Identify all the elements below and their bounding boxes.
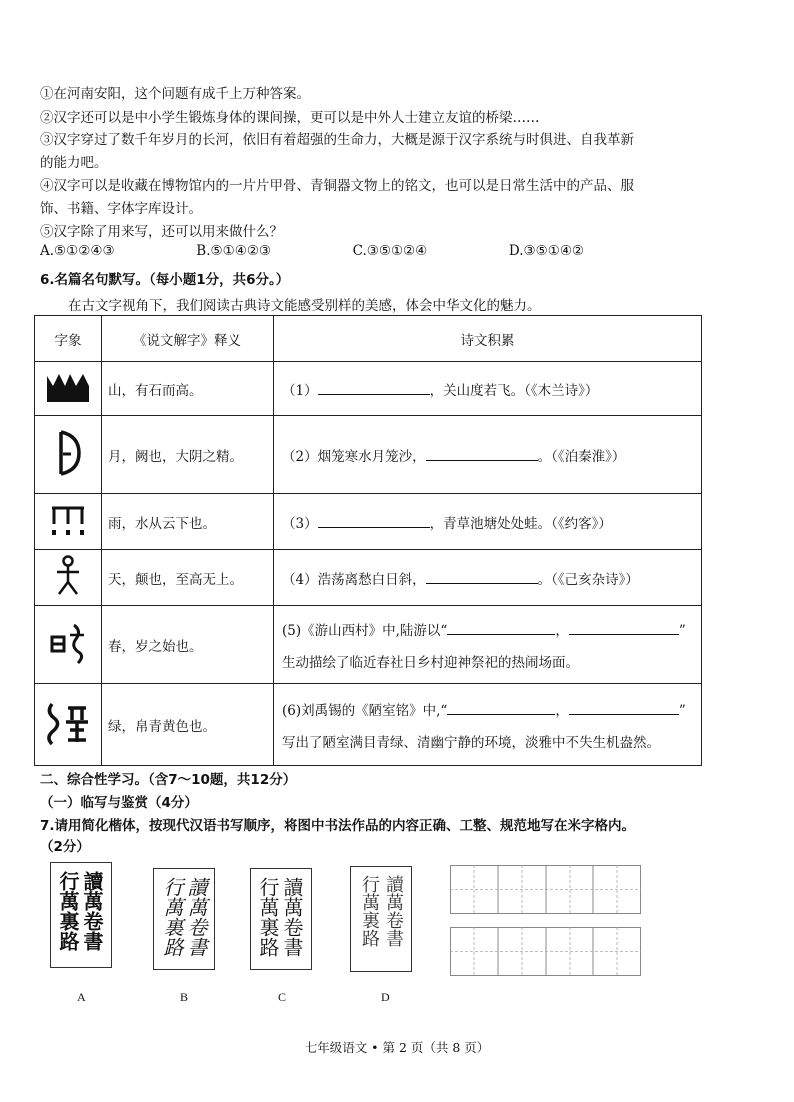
answer-blank-2[interactable] <box>426 447 538 461</box>
poem-5: (5)《游山西村》中,陆游以“ ， ” 生动描绘了临近春社日乡村迎神祭祀的热闹场面。 <box>274 606 702 684</box>
table-row <box>35 606 702 684</box>
section-2-title: 二、综合性学习。（含7～10题，共12分） <box>40 772 297 788</box>
option-a[interactable]: A.⑤①②④③ <box>40 243 115 259</box>
poem-1: （1） ，关山度若飞。（《木兰诗》） <box>274 362 702 416</box>
calligraphy-card-c: 讀萬卷書 行萬裏路 <box>250 868 312 970</box>
writing-grid[interactable] <box>450 865 642 977</box>
q7-prompt: 7.请用简化楷体，按现代汉语书写顺序，将图中书法作品的内容正确、工整、规范地写在米字格内。 <box>40 818 636 834</box>
answer-blank-5b[interactable] <box>569 621 679 635</box>
option-c[interactable]: C.③⑤①②④ <box>352 243 428 259</box>
option-b[interactable]: B.⑤①④②③ <box>196 243 272 259</box>
table-row <box>35 684 702 766</box>
poem-6: (6)刘禹锡的《陋室铭》中,“ ， ” 写出了陋室满目青绿、清幽宁静的环境，淡雅中不失生机盎然。 <box>274 684 702 766</box>
answer-blank-3[interactable] <box>318 514 430 528</box>
label-b: B <box>180 990 189 1004</box>
sentence-1: ①在河南安阳，这个问题有成千上万种答案。 <box>40 86 310 102</box>
definition-3: 雨，水从云下也。 <box>102 494 274 550</box>
header-glyph: 字象 <box>35 316 102 362</box>
calligraphy-card-d: 讀萬卷書 行萬裏路 <box>350 866 412 972</box>
table-row <box>35 416 702 494</box>
header-poem: 诗文积累 <box>274 316 702 362</box>
q6-title: 6.名篇名句默写。（每小题1分，共6分。） <box>40 272 290 288</box>
ancient-glyph-moon <box>35 416 102 494</box>
header-definition: 《说文解字》释义 <box>102 316 274 362</box>
answer-blank-4[interactable] <box>426 570 538 584</box>
definition-5: 春，岁之始也。 <box>102 606 274 684</box>
label-d: D <box>381 990 390 1004</box>
definition-2: 月，阙也，大阴之精。 <box>102 416 274 494</box>
calligraphy-card-b: 讀萬卷書 行萬裏路 <box>153 868 215 970</box>
sentence-2: ②汉字还可以是中小学生锻炼身体的课间操，更可以是中外人士建立友谊的桥梁…… <box>40 110 540 126</box>
sentence-4-cont: 饰、书籍、字体字库设计。 <box>40 201 202 217</box>
definition-1: 山，有石而高。 <box>102 362 274 416</box>
sentence-3: ③汉字穿过了数千年岁月的长河，依旧有着超强的生命力，大概是源于汉字系统与时俱进、自我革新 <box>40 132 634 148</box>
definition-4: 天，颠也，至高无上。 <box>102 550 274 606</box>
answer-blank-5a[interactable] <box>447 621 555 635</box>
character-table <box>34 315 702 766</box>
table-row <box>35 362 702 416</box>
poem-3: （3） ，青草池塘处处蛙。（《约客》） <box>274 494 702 550</box>
label-c: C <box>278 990 287 1004</box>
answer-blank-6b[interactable] <box>569 701 679 715</box>
ancient-glyph-mountain <box>35 362 102 416</box>
definition-6: 绿，帛青黄色也。 <box>102 684 274 766</box>
table-row <box>35 494 702 550</box>
ancient-glyph-green <box>35 684 102 766</box>
q7-score: （2分） <box>40 839 90 855</box>
q6-intro: 在古文字视角下，我们阅读古典诗文能感受别样的美感，体会中华文化的魅力。 <box>68 298 541 314</box>
answer-options <box>40 243 584 259</box>
poem-2: （2）烟笼寒水月笼沙， 。（《泊秦淮》） <box>274 416 702 494</box>
subsection-1-title: （一）临写与鉴赏（4分） <box>40 795 198 811</box>
sentence-3-cont: 的能力吧。 <box>40 155 108 171</box>
label-a: A <box>77 990 86 1004</box>
answer-blank-1[interactable] <box>318 381 430 395</box>
sentence-4: ④汉字可以是收藏在博物馆内的一片片甲骨、青铜器文物上的铭文，也可以是日常生活中的产品、服 <box>40 178 634 194</box>
table-header-row <box>35 316 702 362</box>
page-footer: 七年级语文 • 第 2 页（共 8 页） <box>304 1040 490 1055</box>
sentence-5: ⑤汉字除了用来写，还可以用来做什么？ <box>40 224 283 240</box>
option-d[interactable]: D.③⑤①④② <box>508 243 585 259</box>
table-row <box>35 550 702 606</box>
calligraphy-card-a: 讀萬卷書 行萬裏路 <box>50 862 112 968</box>
ancient-glyph-sky <box>35 550 102 606</box>
ancient-glyph-rain <box>35 494 102 550</box>
ancient-glyph-spring <box>35 606 102 684</box>
poem-4: （4）浩荡离愁白日斜， 。（《己亥杂诗》） <box>274 550 702 606</box>
answer-blank-6a[interactable] <box>447 701 555 715</box>
